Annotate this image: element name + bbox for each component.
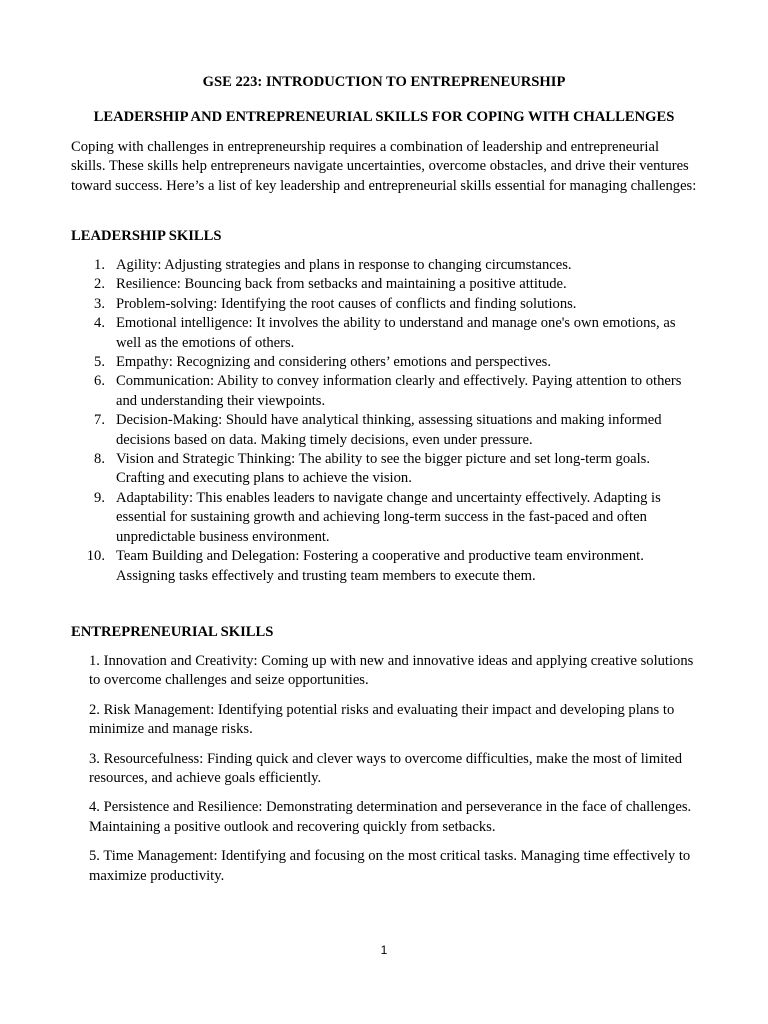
leadership-heading: LEADERSHIP SKILLS bbox=[71, 228, 222, 244]
list-text: Decision-Making: Should have analytical thinking, assessing situations and making informed decisions based on data. Making timely decisions, even under pressure. bbox=[116, 412, 662, 448]
list-item: 4. Persistence and Resilience: Demonstrating determination and perseverance in the face of challenges. Maintaining a positive outlook and recovering quickly from setbacks. bbox=[89, 799, 692, 835]
entrepreneurial-heading: ENTREPRENEURIAL SKILLS bbox=[71, 624, 274, 640]
list-number: 3. bbox=[94, 295, 105, 312]
list-text: Communication: Ability to convey information clearly and effectively. Paying attention to others and understanding their viewpoints. bbox=[116, 373, 682, 409]
list-number: 8. bbox=[94, 451, 105, 468]
list-item: 3. Resourcefulness: Finding quick and clever ways to overcome difficulties, make the most of limited resources, and achieve goals efficiently. bbox=[89, 750, 683, 787]
entrepreneurial-list bbox=[89, 652, 697, 896]
list-item bbox=[71, 372, 697, 411]
list-number: 2. bbox=[94, 276, 105, 293]
list-number: 9. bbox=[94, 489, 105, 506]
list-text: Resilience: Bouncing back from setbacks and maintaining a positive attitude. bbox=[116, 276, 567, 293]
list-text: Vision and Strategic Thinking: The ability to see the bigger picture and set long-term goals. Crafting and executing plans to achieve the vision. bbox=[116, 451, 650, 487]
leadership-list bbox=[71, 256, 697, 586]
list-number: 7. bbox=[94, 412, 105, 429]
list-item bbox=[71, 314, 697, 353]
list-text: Problem-solving: Identifying the root causes of conflicts and finding solutions. bbox=[116, 295, 577, 312]
list-number: 10. bbox=[86, 548, 105, 565]
list-item bbox=[71, 353, 697, 372]
list-text: Emotional intelligence: It involves the ability to understand and manage one's own emotions, as well as the emotions of others. bbox=[116, 315, 676, 351]
list-item bbox=[71, 450, 697, 489]
list-item bbox=[71, 295, 697, 314]
list-item: 2. Risk Management: Identifying potential risks and evaluating their impact and developing plans to minimize and manage risks. bbox=[89, 701, 675, 738]
list-item bbox=[71, 256, 697, 275]
list-number: 5. bbox=[94, 354, 105, 371]
list-text: Agility: Adjusting strategies and plans in response to changing circumstances. bbox=[116, 257, 572, 273]
list-item: 5. Time Management: Identifying and focusing on the most critical tasks. Managing time effectively to maximize productivity. bbox=[89, 848, 691, 884]
list-item bbox=[71, 411, 697, 450]
page-number: 1 bbox=[380, 943, 388, 957]
list-number: 4. bbox=[94, 315, 105, 332]
list-number: 6. bbox=[94, 373, 105, 390]
list-item bbox=[71, 489, 697, 547]
list-number: 1. bbox=[94, 257, 105, 273]
list-item bbox=[71, 547, 697, 586]
intro-paragraph: Coping with challenges in entrepreneurship requires a combination of leadership and entrepreneurial skills. These skills help entrepreneurs navigate uncertainties, overcome obstacles, and drive their ventures toward success. Here’s a list of key leadership and entrepreneurial skills essential for managing challenges: bbox=[71, 139, 697, 194]
list-text: Team Building and Delegation: Fostering a cooperative and productive team environment. Assigning tasks effectively and trusting team members to execute them. bbox=[116, 548, 644, 584]
list-text: Empathy: Recognizing and considering others’ emotions and perspectives. bbox=[116, 354, 551, 371]
document-title: GSE 223: INTRODUCTION TO ENTREPRENEURSHIP bbox=[202, 74, 566, 90]
document-subtitle: LEADERSHIP AND ENTREPRENEURIAL SKILLS FOR COPING WITH CHALLENGES bbox=[93, 109, 675, 125]
list-text: Adaptability: This enables leaders to navigate change and uncertainty effectively. Adapting is essential for sustaining growth and achieving long-term success in the fast-paced and often unpredictable business environment. bbox=[116, 489, 661, 545]
list-item bbox=[71, 275, 697, 294]
list-item: 1. Innovation and Creativity: Coming up with new and innovative ideas and applying creative solutions to overcome challenges and seize opportunities. bbox=[89, 653, 694, 689]
